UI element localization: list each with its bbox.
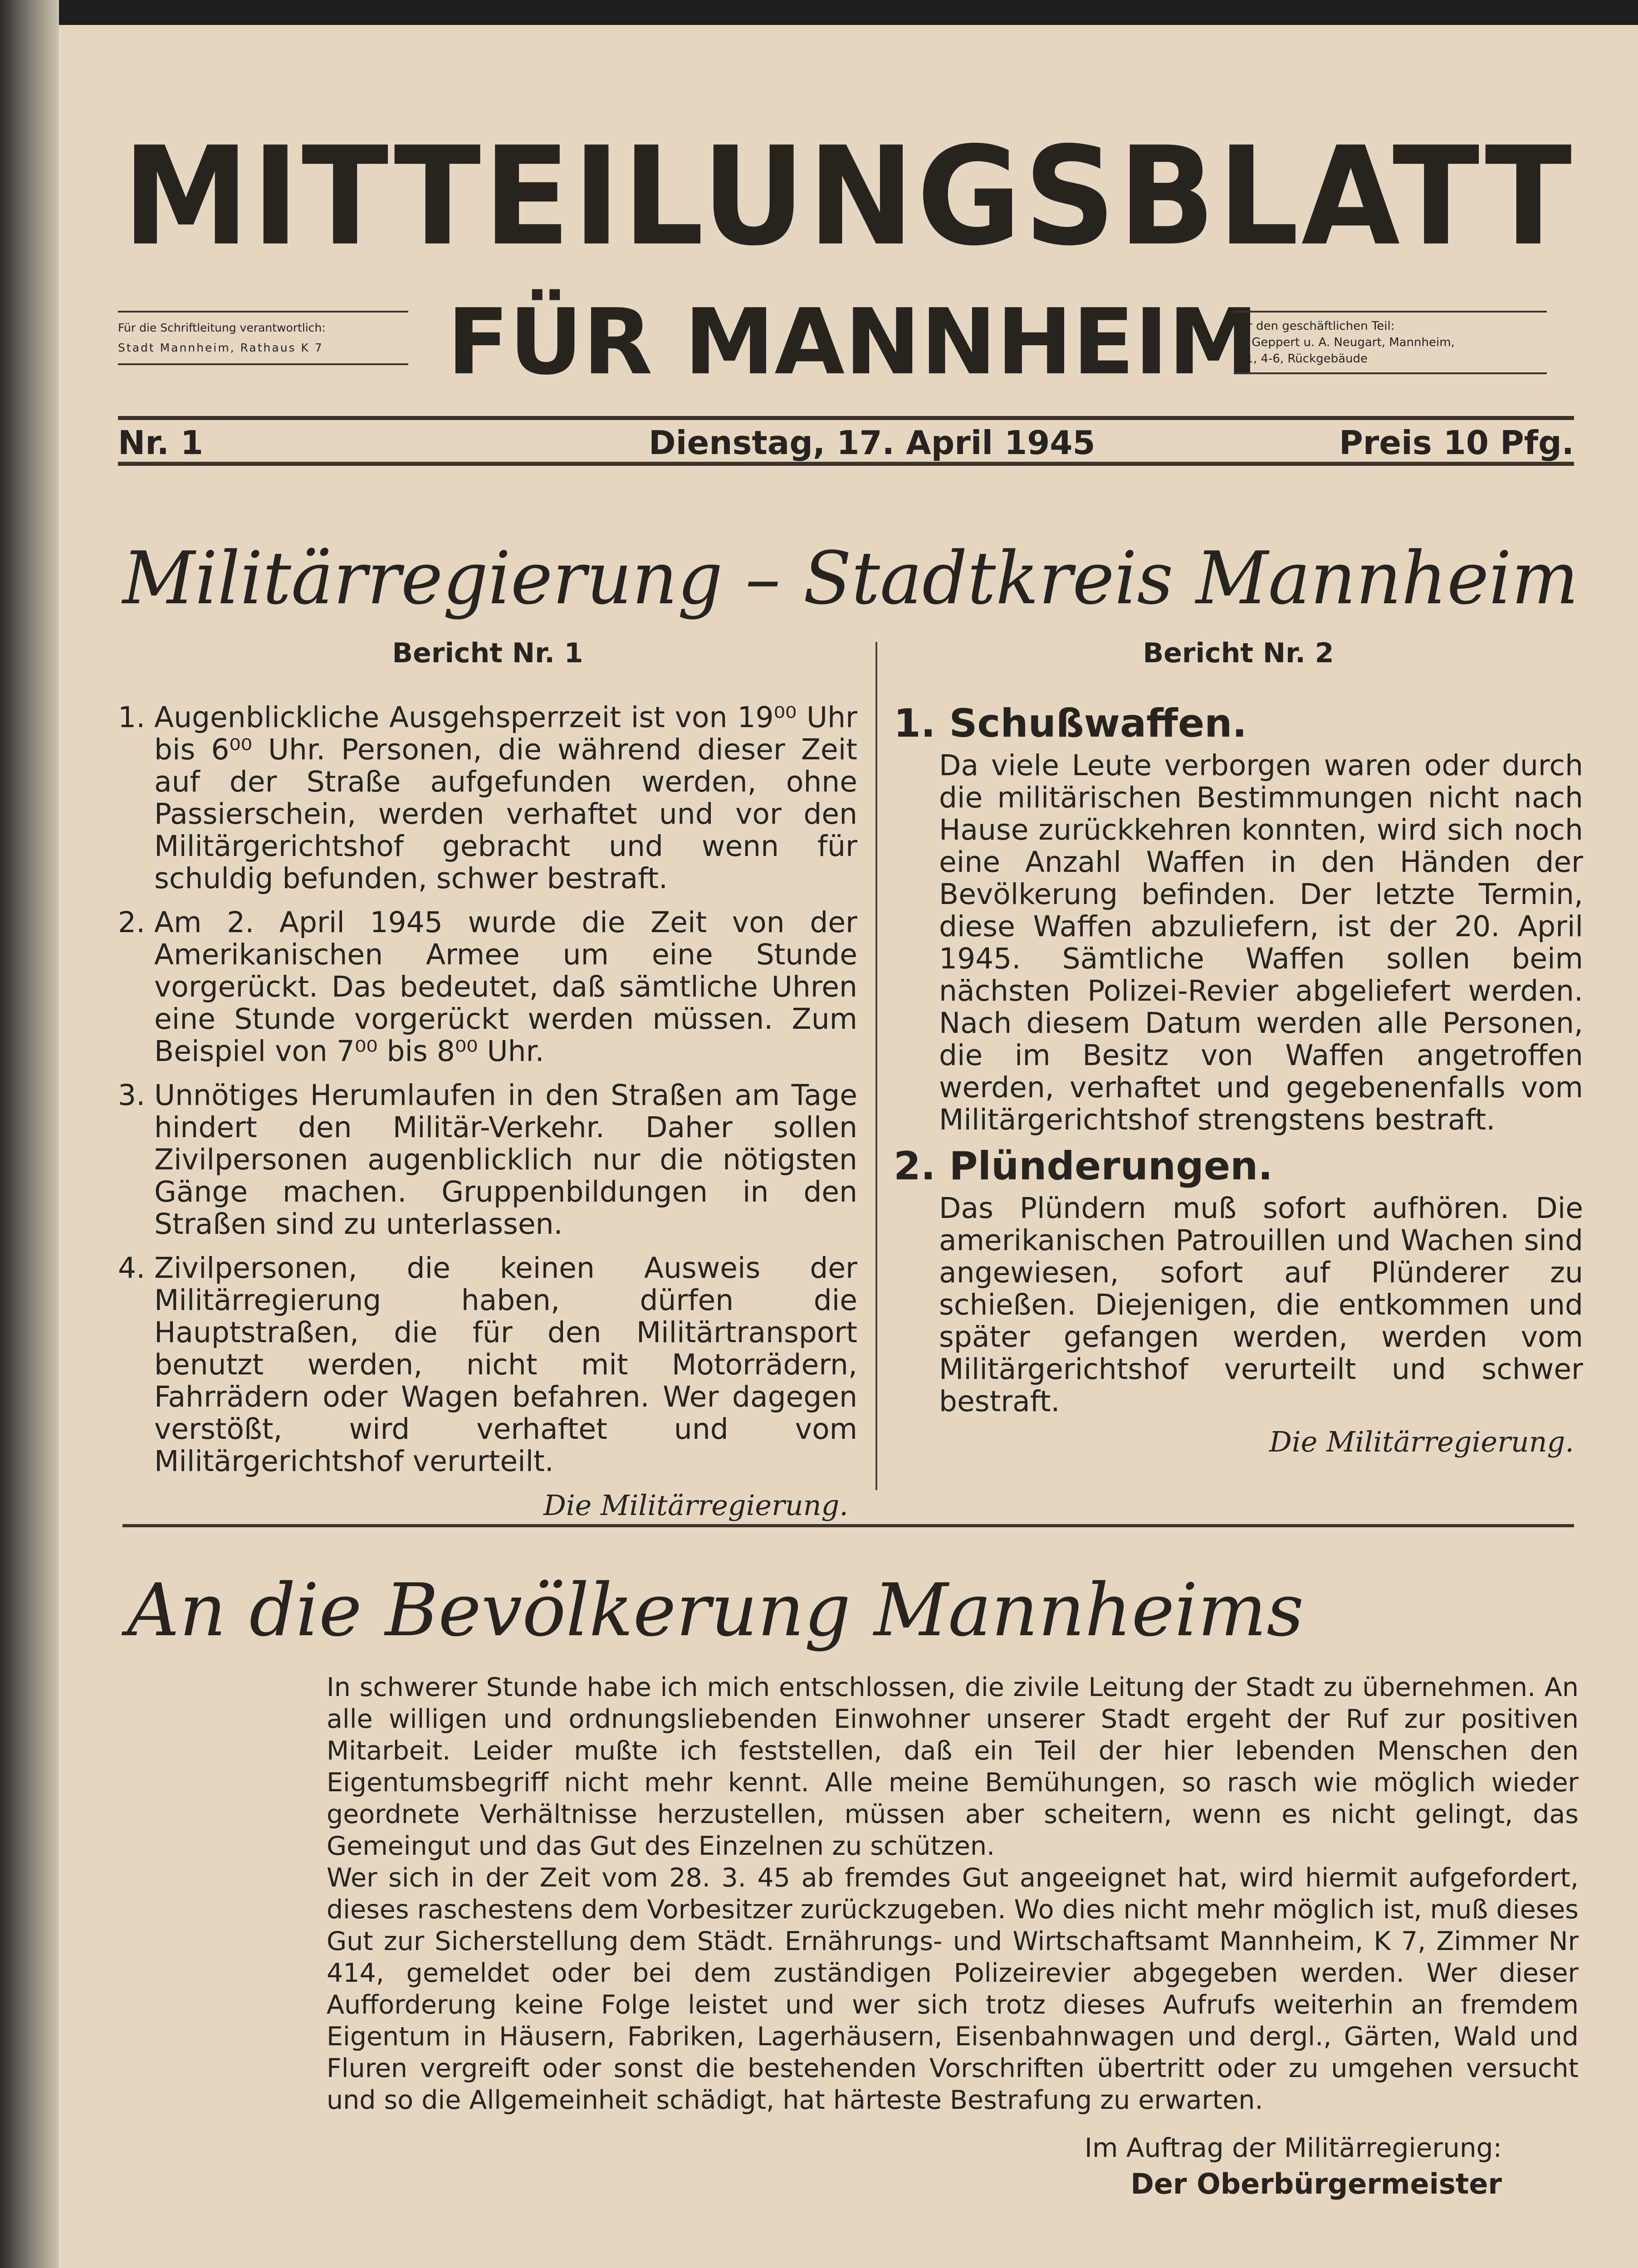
- section-divider: [122, 1524, 1574, 1527]
- appeal-paragraph: In schwerer Stunde habe ich mich entschlossen, die zivile Leitung der Stadt zu übernehmen. An alle willigen und ordnungsliebenden Einwohner unserer Stadt ergeht der Ruf zur positiven Mitarbeit. Leider mußte ich feststellen, daß ein Teil der hier lebenden Menschen den Eigentumsbegriff nicht mehr kennt. Alle meine Bemühungen, so rasch wie möglich wieder geordnete Verhältnisse herzustellen, müssen aber scheitern, wenn es nicht gelingt, das Gemeingut und das Gut des Einzelnen zu schützen.: [327, 1672, 1579, 1861]
- appeal-signoff: [1085, 2130, 1502, 2202]
- report-1-item: [118, 906, 857, 1067]
- headline-appeal: An die Bevölkerung Mannheims: [127, 1568, 1304, 1652]
- publisher-line-3: R 1, 4-6, Rückgebäude: [1234, 352, 1368, 366]
- issue-number: Nr. 1: [118, 424, 204, 462]
- masthead-title: MITTEILUNGSBLATT: [122, 118, 1574, 276]
- section-heading-firearms: 1. Schußwaffen.: [894, 701, 1247, 746]
- report-1-item: [118, 1252, 857, 1477]
- report-1-signature: Die Militärregierung.: [543, 1489, 848, 1522]
- report-2-title: Bericht Nr. 2: [1143, 637, 1334, 669]
- newspaper-page: [59, 25, 1638, 2268]
- publisher-box: [1234, 311, 1547, 374]
- report-1-item: [118, 701, 857, 894]
- report-2-column: [894, 637, 1583, 1458]
- issue-price: Preis 10 Pfg.: [1339, 424, 1574, 462]
- issue-date: Dienstag, 17. April 1945: [649, 424, 1095, 462]
- item-number: 3.: [118, 1079, 146, 1112]
- appeal-paragraph: Wer sich in der Zeit vom 28. 3. 45 ab fremdes Gut angeeignet hat, wird hiermit aufgefordert, dieses raschestens dem Vorbesitzer zurückzugeben. Wo dies nicht mehr möglich ist, muß dieses Gut zur Sicherstellung dem Städt. Ernährungs- und Wirtschaftsamt Mannheim, K 7, Zimmer Nr 414, gemeldet oder bei dem zuständigen Polizeirevier abgegeben werden. Wer dieser Aufforderung keine Folge leistet und wer sich trotz dieses Aufrufs weiterhin an fremdem Eigentum in Häusern, Fabriken, Lagerhäusern, Eisenbahnwagen und dergl., Gärten, Wald und Fluren vergreift oder sonst die bestehenden Vorschriften übertritt oder zu umgehen versucht und so die Allgemeinheit schädigt, hat härteste Bestrafung zu erwarten.: [327, 1863, 1579, 2115]
- section-text-firearms: Da viele Leute verborgen waren oder durch die militärischen Bestimmungen nicht nach Hause zurückkehren konnten, wird sich noch eine Anzahl Waffen in den Händen der Bevölkerung befinden. Der letzte Termin, diese Waffen abzuliefern, ist der 20. April 1945. Sämtliche Waffen sollen beim nächsten Polizei-Revier abgeliefert werden. Nach diesem Datum werden alle Personen, die im Besitz von Waffen angetroffen werden, verhaftet und gegebenenfalls vom Militärgerichtshof strengstens bestraft.: [939, 749, 1583, 1136]
- signoff-line: Im Auftrag der Militärregierung:: [1084, 2132, 1502, 2163]
- book-binding-edge: [0, 0, 59, 2268]
- column-divider: [875, 642, 877, 1490]
- editorial-responsibility-box: [118, 311, 408, 365]
- issue-info-bar: [118, 416, 1574, 466]
- item-text: Zivilpersonen, die keinen Ausweis der Militärregierung haben, dürfen die Hauptstraßen, die für den Militärtransport benutzt werden, nicht mit Motorrädern, Fahrrädern oder Wagen befahren. Wer dagegen verstößt, wird verhaftet und vom Militärgerichtshof verurteilt.: [154, 1251, 857, 1478]
- item-text: Unnötiges Herumlaufen in den Straßen am Tage hindert den Militär-Verkehr. Daher sollen Zivilpersonen augenblicklich nur die nötigsten Gänge machen. Gruppenbildungen in den Straßen sind zu unterlassen.: [154, 1079, 857, 1241]
- masthead-subtitle: FÜR MANNHEIM: [447, 289, 1259, 395]
- section-heading-looting: 2. Plünderungen.: [894, 1144, 1273, 1189]
- item-text: Augenblickliche Ausgehsperrzeit ist von 19⁰⁰ Uhr bis 6⁰⁰ Uhr. Personen, die während dieser Zeit auf der Straße aufgefunden werden, ohne Passierschein, werden verhaftet und vor den Militärgerichtshof gebracht und wenn für schuldig befunden, schwer bestraft.: [154, 701, 857, 895]
- item-number: 2.: [118, 906, 146, 939]
- report-1-column: [118, 637, 857, 1521]
- item-text: Am 2. April 1945 wurde die Zeit von der Amerikanischen Armee um eine Stunde vorgerückt. Das bedeutet, daß sämtliche Uhren eine Stunde vorgerückt werden müssen. Zum Beispiel von 7⁰⁰ bis 8⁰⁰ Uhr.: [154, 906, 857, 1068]
- report-1-item: [118, 1079, 857, 1240]
- signoff-name: Der Oberbürgermeister: [1130, 2167, 1502, 2200]
- editorial-line-2: Stadt Mannheim, Rathaus K 7: [118, 341, 323, 354]
- appeal-text: [327, 1672, 1579, 2116]
- editorial-line-1: Für die Schriftleitung verantwortlich:: [118, 321, 326, 334]
- publisher-line-2: W. Geppert u. A. Neugart, Mannheim,: [1234, 336, 1455, 349]
- report-2-signature: Die Militärregierung.: [1269, 1425, 1574, 1458]
- report-1-title: Bericht Nr. 1: [392, 637, 583, 669]
- section-text-looting: Das Plündern muß sofort aufhören. Die amerikanischen Patrouillen und Wachen sind angewiesen, sofort auf Plünderer zu schießen. Diejenigen, die entkommen und später gefangen werden, werden vom Militärgerichtshof verurteilt und schwer bestraft.: [939, 1192, 1583, 1418]
- publisher-line-1: Für den geschäftlichen Teil:: [1234, 319, 1395, 333]
- item-number: 1.: [118, 701, 146, 734]
- item-number: 4.: [118, 1251, 146, 1285]
- headline-military-government: Militärregierung – Stadtkreis Mannheim: [122, 536, 1579, 621]
